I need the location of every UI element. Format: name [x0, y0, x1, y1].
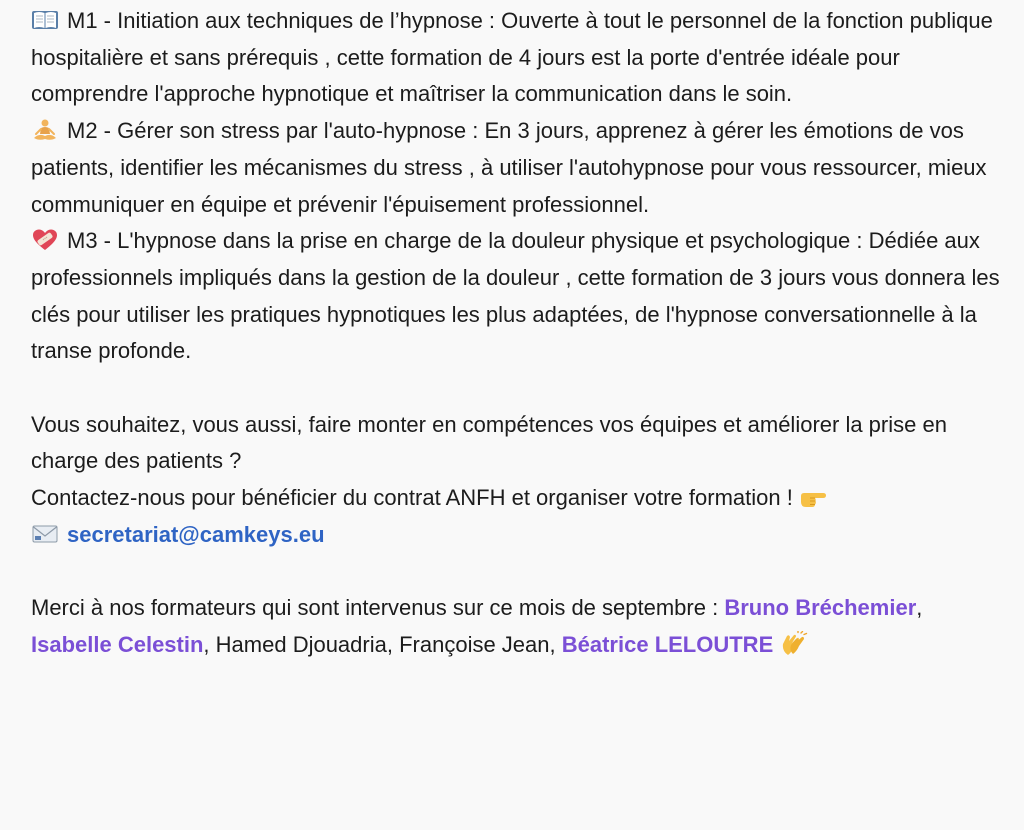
module-m2-text: M2 - Gérer son stress par l'auto-hypnose : En 3 jours, apprenez à gérer les émotions de vos patients, identifier les mécanismes du stress , à utiliser l'autohypnose pour vous ressourcer, mieux communiquer en équipe et prévenir l'épuisement professionnel. — [31, 118, 993, 217]
email-link[interactable]: secretariat@camkeys.eu — [67, 521, 325, 547]
envelope-icon — [31, 522, 59, 546]
trainer-mention-bruno[interactable]: Bruno Bréchemier — [724, 595, 917, 621]
trainer-name-francoise: Françoise Jean — [399, 631, 550, 657]
pointing-hand-icon — [799, 484, 829, 510]
open-book-icon — [31, 8, 59, 32]
trainer-name-hamed: Hamed Djouadria — [215, 631, 387, 657]
trainer-mention-beatrice[interactable]: Béatrice LELOUTRE — [561, 631, 774, 657]
person-in-lotus-position-icon — [31, 118, 59, 142]
post-body: M1 - Initiation aux techniques de l’hypnose : Ouverte à tout le personnel de la fonction publique hospitalière et sans prérequis , cette formation de 4 jours est la porte d'entrée idéale pour comprendre l'approche hypnotique et maîtriser la communication dans le soin. M2 - Gérer son stress par l'auto-hypnose : En 3 jours, apprenez à gérer les émotions de vos patients, identifier les mécanismes du stress , à utiliser l'autohypnose pour vous ressourcer, mieux communiquer en équipe et prévenir l'épuisement professionnel. M3 - L'hypnose dans la prise en charge de la douleur physique et psychologique : Dédiée aux professionnels impliqués dans la gestion de la douleur , cette formation de 3 jours vous donnera les clés pour utiliser les pratiques hypnotiques les plus adaptées, de l'hypnose conversationnelle à la transe profonde. Vous souhaitez, vous aussi, faire monter en compétences vos équipes et améliorer la prise en charge des patients ? Contactez-nous pour bénéficier du contrat ANFH et organiser votre formation ! secretariat@camkeys.eu Merci à nos formateurs qui sont intervenus sur ce mois de septembre : Bruno Bréchemier, Isabelle Celestin, Hamed Djouadria, Françoise Jean, Béatrice LELOUTRE — [31, 8, 1006, 657]
cta-contact: Contactez-nous pour bénéficier du contrat ANFH et organiser votre formation ! — [31, 485, 793, 511]
thanks-intro: Merci à nos formateurs qui sont intervenus sur ce mois de septembre : — [31, 595, 725, 621]
mending-heart-icon — [31, 228, 59, 252]
cta-question: Vous souhaitez, vous aussi, faire monter en compétences vos équipes et améliorer la prise en charge des patients ? — [31, 411, 954, 474]
module-m1-text: M1 - Initiation aux techniques de l’hypnose : Ouverte à tout le personnel de la fonction publique hospitalière et sans prérequis , cette formation de 4 jours est la porte d'entrée idéale pour comprendre l'approche hypnotique et maîtriser la communication dans le soin. — [31, 8, 999, 107]
trainer-mention-isabelle[interactable]: Isabelle Celestin — [31, 631, 204, 657]
clapping-hands-icon — [779, 631, 809, 657]
module-m3-text: M3 - L'hypnose dans la prise en charge de la douleur physique et psychologique : Dédiée aux professionnels impliqués dans la gestion de la douleur , cette formation de 3 jours vous donnera les clés pour utiliser les pratiques hypnotiques les plus adaptées, de l'hypnose conversationnelle à la transe profonde. — [31, 228, 1006, 364]
